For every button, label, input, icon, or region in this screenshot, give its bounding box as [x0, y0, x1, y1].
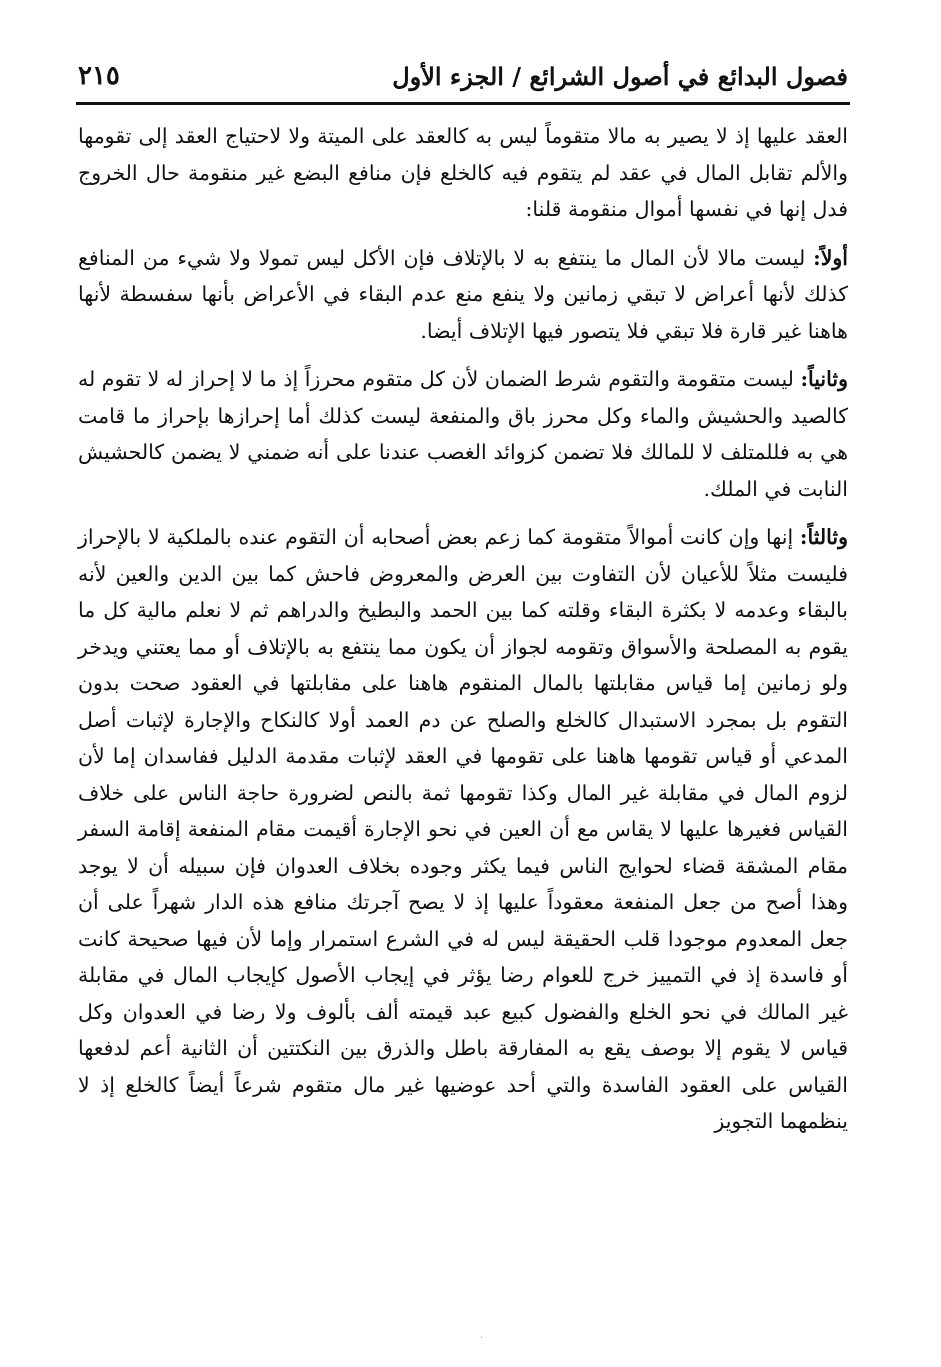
- header-divider: [76, 102, 850, 105]
- paragraph-3-text: ليست متقومة والتقوم شرط الضمان لأن كل متقوم محرزاً إذ ما لا إحراز له لا تقوم له كالصيد والحشيش والماء وكل محرز باق والمنفعة ليست كذلك أما إحرازها بإحراز ما قامت هي به فللمتلف لا للمالك فلا تضمن كزوائد الغصب عندنا على أنه ضمني لا يضمن كالحشيش النابت في الملك.: [78, 367, 848, 501]
- paragraph-1: [78, 118, 848, 228]
- running-title: فصول البدائع في أصول الشرائع / الجزء الأول: [392, 61, 848, 91]
- paragraph-1-text: العقد عليها إذ لا يصير به مالا متقوماً ليس به كالعقد على الميتة ولا لاحتياج العقد إلى تقومها والألم تقابل المال في عقد لم يتقوم فيه كالخلع فإن منافع البضع غير منقومة حال الخروج فدل إنها في نفسها أموال منقومة قلنا:: [78, 124, 848, 221]
- paragraph-3: [78, 361, 848, 507]
- paragraph-2: [78, 240, 848, 350]
- paragraph-4-lead: وثالثاً:: [799, 525, 848, 549]
- body-text: [78, 118, 848, 1140]
- scan-mark: .: [480, 1330, 484, 1341]
- paragraph-2-lead: أولاً:: [813, 245, 848, 270]
- page-header: [78, 52, 848, 100]
- paragraph-3-lead: وثانياً:: [800, 367, 848, 391]
- paragraph-4-text: إنها وإن كانت أموالاً متقومة كما زعم بعض أصحابه أن التقوم عنده بالملكية لا بالإحراز فليست مثلاً للأعيان لأن التفاوت بين العرض والمعروض فاحش كما بين الدين والعين لأنه بالبقاء وعدمه لا بكثرة البقاء وقلته كما بين الحمد والبطيخ والدراهم ثم لا نعلم مالية كل ما يقوم به المصلحة والأسواق وتقومه لجواز أن يكون مما ينتفع به بالإتلاف أو مما يعتني ويدخر ولو زمانين إما قياس مقابلتها بالمال المنقوم هاهنا على مقابلتها في العقود صحت بدون التقوم بل بمجرد الاستبدال كالخلع والصلح عن دم العمد أولا كالنكاح والإجارة لإثبات أصل المدعي أو قياس تقومها هاهنا على تقومها في العقد لإثبات مقدمة الدليل ففاسدان إما لأن لزوم المال في مقابلة غير المال وكذا تقومها ثمة بالنص لضرورة حاجة الناس على خلاف القياس فغيرها عليها لا يقاس مع أن العين في نحو الإجارة أقيمت مقام المنفعة إقامة السفر مقام المشقة قضاء لحوايج الناس فيما يكثر وجوده بخلاف العدوان فإن سبيله أن لا يوجد وهذا أصح من جعل المنفعة معقوداً عليها إذ لا يصح آجرتك منافع هذه الدار شهراً على أن جعل المعدوم موجودا قلب الحقيقة ليس له في الشرع استمرار وإما لأن فيها صحيحة كانت أو فاسدة إذ في التمييز خرج للعوام رضا يؤثر في إيجاب الأصول كإيجاب المال في مقابلة غير المالك في نحو الخلع والفضول كبيع عبد قيمته ألف بألوف ولا رضا في العدوان وكل قياس لا يقوم إلا بوصف يقع به المفارقة باطل والذرق بين النكتتين أن الثانية أعم لدفعها القياس على العقود الفاسدة والتي أحد عوضيها غير مال متقوم شرعاً أيضاً كالخلع إذ لا ينظمهما التجويز: [78, 525, 848, 1133]
- paragraph-4: [78, 519, 848, 1140]
- page-number: ٢١٥: [78, 61, 120, 91]
- paragraph-2-text: ليست مالا لأن المال ما ينتفع به لا بالإتلاف فإن الأكل ليس تمولا ولا شيء من المنافع كذلك لأنها أعراض لا تبقي زمانين ولا ينفع منع عدم البقاء في الأعراض بأنها سفسطة لأنها هاهنا غير قارة فلا تبقي فلا يتصور فيها الإتلاف أيضا.: [78, 245, 848, 343]
